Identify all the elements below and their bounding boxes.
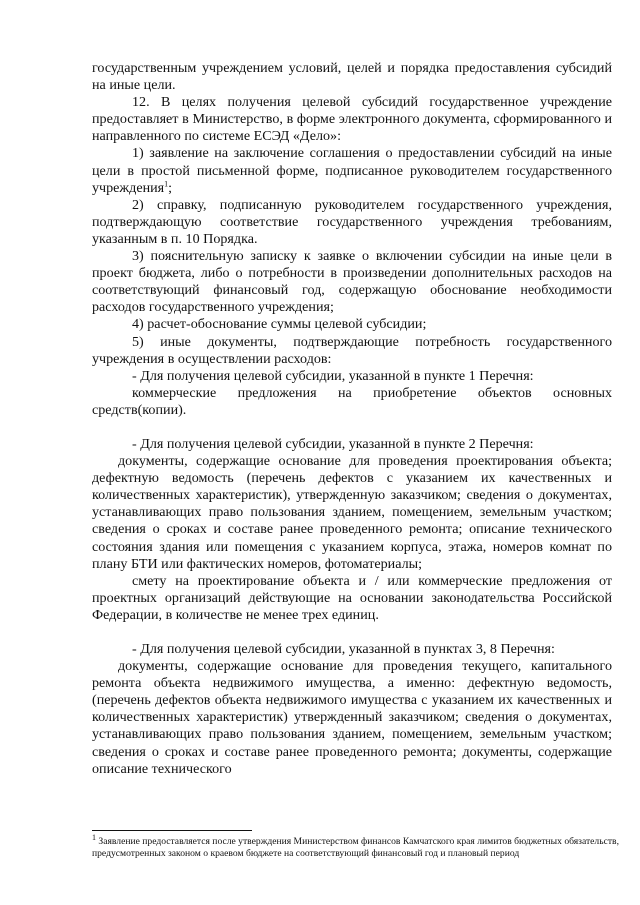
paragraph-subitem-4: 4) расчет-обоснование суммы целевой субсидии; xyxy=(132,316,427,333)
paragraph-subitem-1-text: 1) заявление на заключение соглашения о предоставлении субсидий на иные цели в простой письменной форме, подписанное руководителем государственного учреждения xyxy=(92,145,612,196)
document-body xyxy=(92,60,612,778)
paragraph-point-1-heading: - Для получения целевой субсидии, указанной в пункте 1 Перечня: xyxy=(132,367,534,384)
paragraph-subitem-1 xyxy=(92,145,612,196)
footnote-number: 1 xyxy=(92,832,96,842)
paragraph-subitem-3: 3) пояснительную записку к заявке о включении субсидии на иные цели в проект бюджета, либо о потребности в произведении дополнительных расходов на соответствующий финансовый год, содержащую обоснование необходимости расходов государственного учреждения; xyxy=(92,248,612,316)
paragraph-subitem-5: 5) иные документы, подтверждающие потребность государственного учреждения в осуществлении расходов: xyxy=(92,333,612,367)
paragraph-point-3-8-body: документы, содержащие основание для проведения текущего, капитального ремонта объекта недвижимого имущества, а именно: дефектную ведомость, (перечень дефектов объекта недвижимого имущества с указанием их качественных и количественных характеристик) утвержденный заказчиком; сведения о документах, устанавливающих право пользования зданием, помещением, земельным участком; сведения о сроках и составе ранее проведенного ремонта; документы, содержащие описание технического xyxy=(92,658,612,777)
paragraph-point-2-estimate: смету на проектирование объекта и / или коммерческие предложения от проектных организаций действующие на основании законодательства Российской Федерации, в количестве не менее трех единиц. xyxy=(92,572,612,623)
footnote-text xyxy=(92,832,622,861)
footnote xyxy=(92,832,622,861)
footnote-separator xyxy=(92,830,252,831)
paragraph-point-1-body: коммерческие предложения на приобретение объектов основных средств(копии). xyxy=(92,384,612,418)
paragraph-1: государственным учреждением условий, целей и порядка предоставления субсидий на иные цели. xyxy=(92,60,612,94)
paragraph-point-2-heading: - Для получения целевой субсидии, указанной в пункте 2 Перечня: xyxy=(132,435,534,452)
paragraph-point-3-8-heading: - Для получения целевой субсидии, указанной в пунктах 3, 8 Перечня: xyxy=(132,641,555,657)
paragraph-point-2-body: документы, содержащие основание для проведения проектирования объекта; дефектную ведомость (перечень дефектов с указанием их качественных и количественных характеристик), утвержденную заказчиком; сведения о документах, устанавливающих право пользования зданием, помещением, земельным участком; сведения о сроках и составе ранее проведенного ремонта; описание технического состояния здания или помещения с указанием корпуса, этажа, номеров комнат по плану БТИ или фактических номеров, фотоматериалы; xyxy=(92,453,612,572)
paragraph-subitem-1-suffix: ; xyxy=(168,179,173,196)
paragraph-subitem-2: 2) справку, подписанную руководителем государственного учреждения, подтверждающую соответствие государственного учреждения требованиям, указанным в п. 10 Порядка. xyxy=(92,196,612,247)
footnote-body: Заявление предоставляется после утверждения Министерством финансов Камчатского края лимитов бюджетных обязательств, предусмотренных законом о краевом бюджете на соответствующий финансовый год и плановый период xyxy=(92,836,619,860)
footnote-reference: 1 xyxy=(164,178,169,188)
paragraph-item-12: 12. В целях получения целевой субсидий государственное учреждение предоставляет в Министерство, в форме электронного документа, сформированного и направленного по системе ЕСЭД «Дело»: xyxy=(92,94,612,145)
